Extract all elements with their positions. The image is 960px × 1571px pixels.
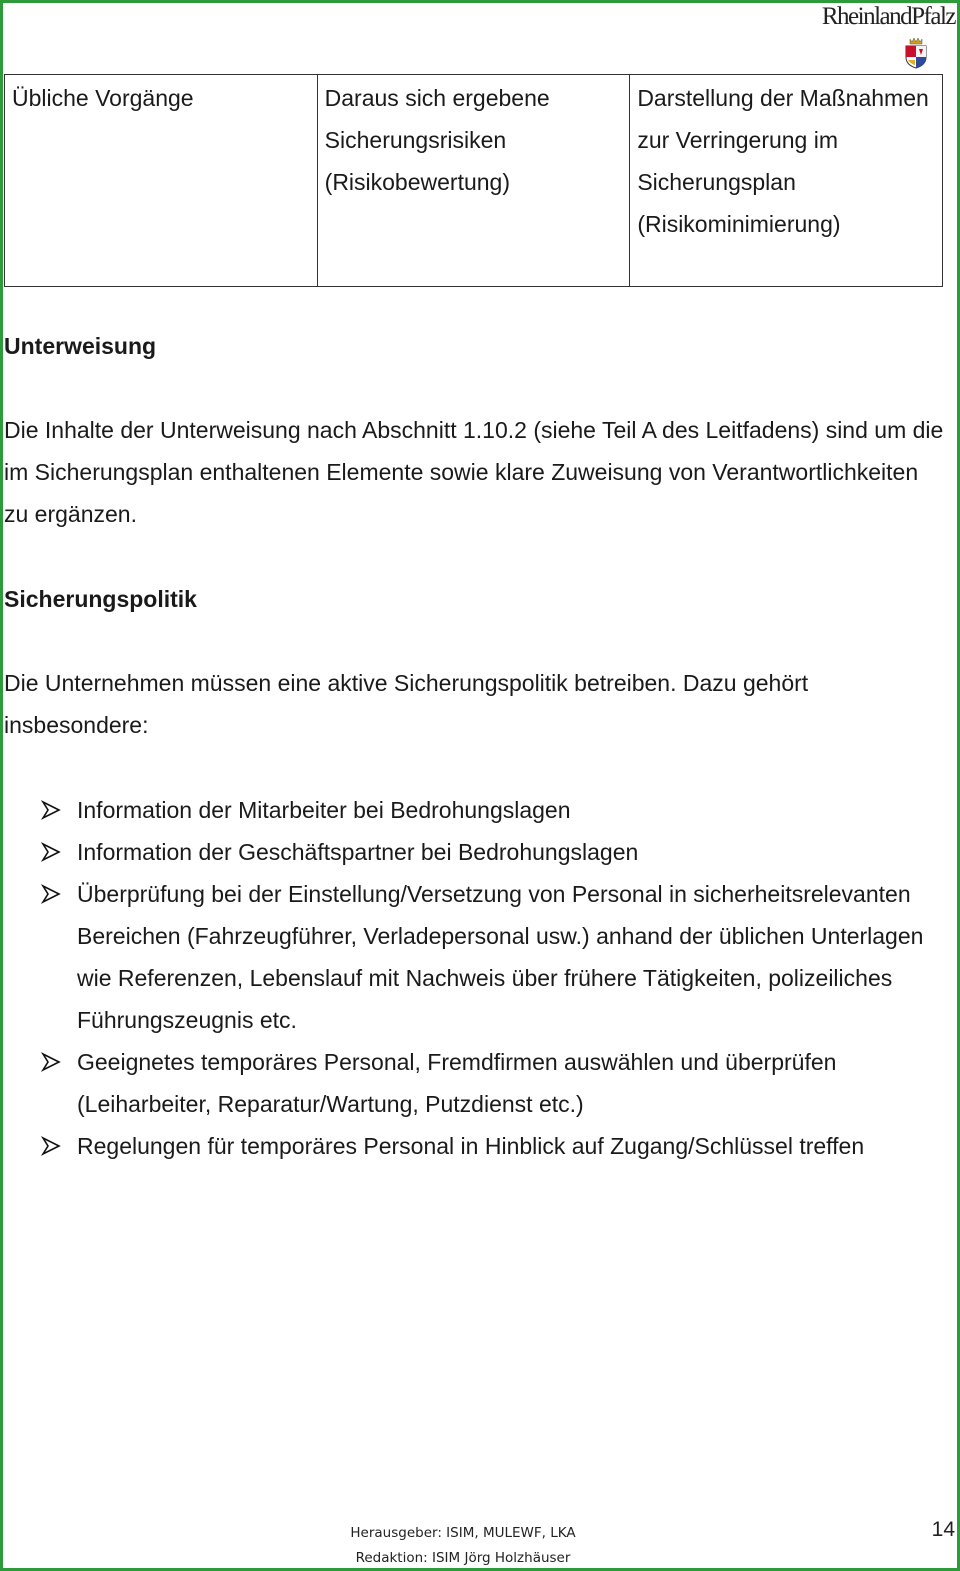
section-paragraph-sicherungspolitik: Die Unternehmen müssen eine aktive Sicherungspolitik betreiben. Dazu gehört insbesondere: <box>4 670 809 738</box>
list-item <box>3 873 953 1041</box>
table-cell-security-risks: Daraus sich ergebene Sicherungsrisiken (Risikobewertung) <box>317 75 630 287</box>
list-item-text: Regelungen für temporäres Personal in Hinblick auf Zugang/Schlüssel treffen <box>77 1133 865 1159</box>
rheinland-pfalz-logo <box>823 3 955 73</box>
list-item <box>3 1041 953 1125</box>
arrow-bullet-icon <box>41 800 61 820</box>
measures-list <box>3 789 953 1167</box>
arrow-bullet-icon <box>41 842 61 862</box>
coat-of-arms-icon <box>903 37 929 69</box>
logo-wordmark: RheinlandPfalz <box>821 3 955 30</box>
list-item <box>3 831 953 873</box>
section-paragraph-unterweisung: Die Inhalte der Unterweisung nach Abschnitt 1.10.2 (siehe Teil A des Leitfadens) sind um die im Sicherungsplan enthaltenen Elemente sowie klare Zuweisung von Verantwortlichkeiten zu ergänzen. <box>4 417 944 527</box>
header-table <box>4 74 943 287</box>
arrow-bullet-icon <box>41 1052 61 1072</box>
list-item-text: Überprüfung bei der Einstellung/Versetzung von Personal in sicherheitsrelevanten Bereichen (Fahrzeugführer, Verladepersonal usw.) anhand der üblichen Unterlagen wie Referenzen, Lebenslauf mit Nachweis über frühere Tätigkeiten, polizeiliches Führungszeugnis etc. <box>77 881 924 1033</box>
list-item-text: Geeignetes temporäres Personal, Fremdfirmen auswählen und überprüfen (Leiharbeiter, Reparatur/Wartung, Putzdienst etc.) <box>77 1049 837 1117</box>
table-cell-usual-processes: Übliche Vorgänge <box>5 75 318 287</box>
arrow-bullet-icon <box>41 884 61 904</box>
section-heading-sicherungspolitik: Sicherungspolitik <box>4 586 197 612</box>
footer-publisher: Herausgeber: ISIM, MULEWF, LKA <box>350 1525 576 1541</box>
list-item <box>3 1125 953 1167</box>
table-cell-measures: Darstellung der Maßnahmen zur Verringerung im Sicherungsplan (Risikominimierung) <box>630 75 943 287</box>
arrow-bullet-icon <box>41 1136 61 1156</box>
section-heading-unterweisung: Unterweisung <box>4 333 157 359</box>
page-number: 14 <box>931 1518 955 1541</box>
footer-editor: Redaktion: ISIM Jörg Holzhäuser <box>355 1550 571 1566</box>
list-item-text: Information der Geschäftspartner bei Bedrohungslagen <box>77 839 639 865</box>
table-row <box>5 75 943 287</box>
list-item-text: Information der Mitarbeiter bei Bedrohungslagen <box>77 797 571 823</box>
list-item <box>3 789 953 831</box>
